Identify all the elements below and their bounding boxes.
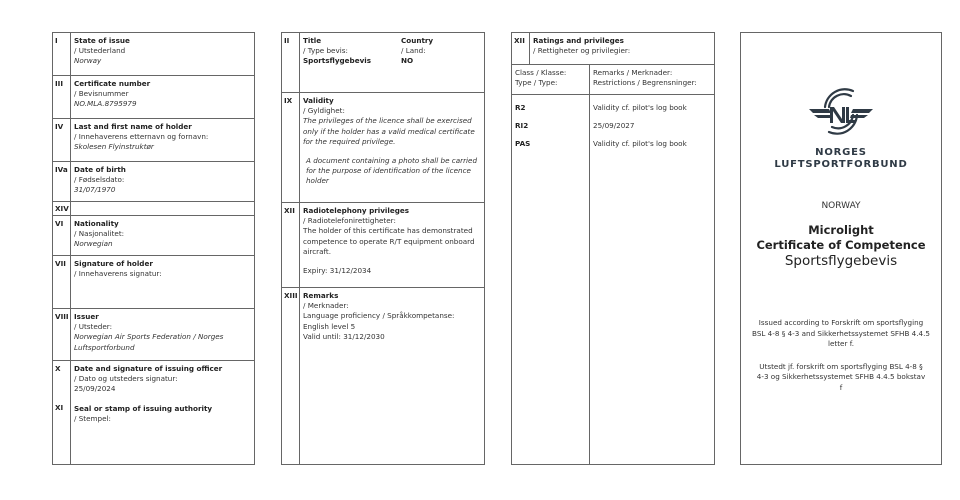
field-number: II <box>282 33 300 92</box>
field-number: VIII <box>53 309 71 360</box>
remarks-line: Language proficiency / Språkkompetanse: <box>303 311 455 321</box>
field-value: Norway <box>74 56 102 66</box>
field-number: XII <box>282 203 300 287</box>
country-sublabel: / Land: <box>401 46 426 56</box>
field-sublabel: / Type bevis: <box>303 46 348 56</box>
field-number: I <box>53 33 71 75</box>
field-sublabel: / Stempel: <box>74 413 111 423</box>
certificate-panel-holder <box>52 32 255 465</box>
field-number: XII <box>512 33 530 64</box>
nlf-logo-icon <box>807 85 875 139</box>
field-value: 31/07/1970 <box>74 185 116 195</box>
rating-remark: Validity cf. pilot's log book <box>593 139 687 148</box>
cover-country: NORWAY <box>821 201 861 211</box>
country-label: Country <box>401 36 434 45</box>
header-line: Remarks / Merknader: <box>593 68 673 77</box>
field-sublabel: / Fødselsdato: <box>74 175 125 185</box>
field-label: Certificate number <box>74 79 151 88</box>
field-label: Nationality <box>74 219 119 228</box>
field-label: Seal or stamp of issuing authority <box>74 403 213 413</box>
certificate-title <box>756 223 925 253</box>
field-sublabel: / Innehaverens signatur: <box>74 269 162 279</box>
rating-remark: 25/09/2027 <box>593 121 635 130</box>
field-number: VII <box>53 256 71 308</box>
ratings-table <box>512 65 714 464</box>
rating-class: RI2 <box>515 121 529 130</box>
radio-text: The holder of this certificate has demonstrated competence to operate R/T equipment onboard aircraft. <box>303 226 475 256</box>
column-header <box>512 65 589 95</box>
radio-expiry: Expiry: 31/12/2034 <box>303 266 372 276</box>
field-value: Skolesen Flyinstruktør <box>74 142 154 152</box>
rating-class: PAS <box>515 139 531 148</box>
country-value: NO <box>401 56 414 66</box>
field-value: Sportsflygebevis <box>303 56 371 66</box>
field-issuer <box>53 309 254 361</box>
header-line: Type / Type: <box>515 78 558 88</box>
field-label: Title <box>303 36 322 45</box>
field-remarks <box>282 288 484 464</box>
field-title-country <box>282 33 484 93</box>
org-name-line1: NORGES <box>815 147 867 158</box>
ratings-header <box>512 33 714 65</box>
field-label: Ratings and privileges <box>533 36 624 45</box>
certificate-title-line1: Microlight <box>808 223 874 237</box>
field-holder-name <box>53 119 254 162</box>
rating-class: R2 <box>515 103 526 112</box>
field-label: Radiotelephony privileges <box>303 206 410 215</box>
validity-photo-text: A document containing a photo shall be carried for the purpose of identification of the licence holder <box>306 156 478 186</box>
field-sublabel: / Gyldighet: <box>303 106 345 116</box>
field-sublabel: / Nasjonalitet: <box>74 229 125 239</box>
field-label: Signature of holder <box>74 259 153 268</box>
field-value: NO.MLA.8795979 <box>74 99 137 109</box>
field-sublabel: / Dato og utsteders signatur: <box>74 374 178 384</box>
certificate-panel-ratings <box>511 32 715 465</box>
field-sublabel: / Rettigheter og privilegier: <box>533 46 631 56</box>
rating-remark: Validity cf. pilot's log book <box>593 103 687 112</box>
field-number: IV <box>53 119 71 161</box>
issued-statement-no: Utstedt jf. forskrift om sportsflyging BSL 4-8 § 4-3 og Sikkerhetssystemet SFHB 4.4.5 bokstav f <box>756 361 926 392</box>
issued-statement-en: Issued according to Forskrift om sportsflyging BSL 4-8 § 4-3 and Sikkerhetssystemet SFHB 4.4.5 letter f. <box>752 318 930 348</box>
field-number: IVa <box>53 162 71 201</box>
field-label: Issuer <box>74 312 99 321</box>
remarks-line: Valid until: 31/12/2030 <box>303 331 385 341</box>
field-nationality <box>53 216 254 256</box>
field-number: XIII <box>282 288 300 464</box>
certificate-cover <box>740 32 942 465</box>
field-number: XIV <box>53 202 71 215</box>
field-certificate-number <box>53 76 254 119</box>
field-label: Date of birth <box>74 165 126 174</box>
field-label: State of issue <box>74 36 130 45</box>
field-holder-signature <box>53 256 254 309</box>
field-sublabel: / Bevisnummer <box>74 89 129 99</box>
field-sublabel: / Merknader: <box>303 301 349 311</box>
field-label: Date and signature of issuing officer <box>74 364 223 373</box>
header-line: Restrictions / Begrensninger: <box>593 78 697 88</box>
certificate-title-norwegian: Sportsflygebevis <box>784 253 898 269</box>
field-value: 25/09/2024 <box>74 384 116 394</box>
header-line: Class / Klasse: <box>515 68 567 77</box>
org-name <box>774 147 907 171</box>
org-name-line2: LUFTSPORTFORBUND <box>774 159 908 170</box>
field-sublabel: / Radiotelefonirettigheter: <box>303 216 396 226</box>
column-header <box>590 65 714 95</box>
field-issuing-officer <box>74 364 251 395</box>
field-radiotelephony <box>282 203 484 288</box>
field-label: Remarks <box>303 291 339 300</box>
field-state-of-issue <box>53 33 254 76</box>
field-label: Validity <box>303 96 334 105</box>
certificate-panel-validity <box>281 32 485 465</box>
ratings-class-column <box>512 65 590 464</box>
field-label: Last and first name of holder <box>74 122 192 131</box>
field-sublabel: / Utsteder: <box>74 322 113 332</box>
field-sublabel: / Utstederland <box>74 46 126 56</box>
field-number: III <box>53 76 71 118</box>
ratings-remarks-column <box>590 65 714 464</box>
field-number: X <box>55 364 61 373</box>
field-value: Norwegian <box>74 239 113 249</box>
certificate-title-line2: Certificate of Competence <box>756 238 926 252</box>
field-value: Norwegian Air Sports Federation / Norges Luftsportforbund <box>74 332 224 352</box>
field-validity <box>282 93 484 203</box>
field-xiv <box>53 202 254 216</box>
field-number: VI <box>53 216 71 255</box>
field-issuing-officer-and-seal <box>53 361 254 464</box>
validity-text: The privileges of the licence shall be exercised only if the holder has a valid medical certificate for the required privilege. <box>303 116 475 146</box>
field-seal-stamp <box>74 404 251 424</box>
field-sublabel: / Innehaverens etternavn og fornavn: <box>74 132 209 142</box>
field-number: IX <box>282 93 300 202</box>
remarks-line: English level 5 <box>303 321 356 331</box>
field-date-of-birth <box>53 162 254 202</box>
field-number: XI <box>55 403 64 412</box>
